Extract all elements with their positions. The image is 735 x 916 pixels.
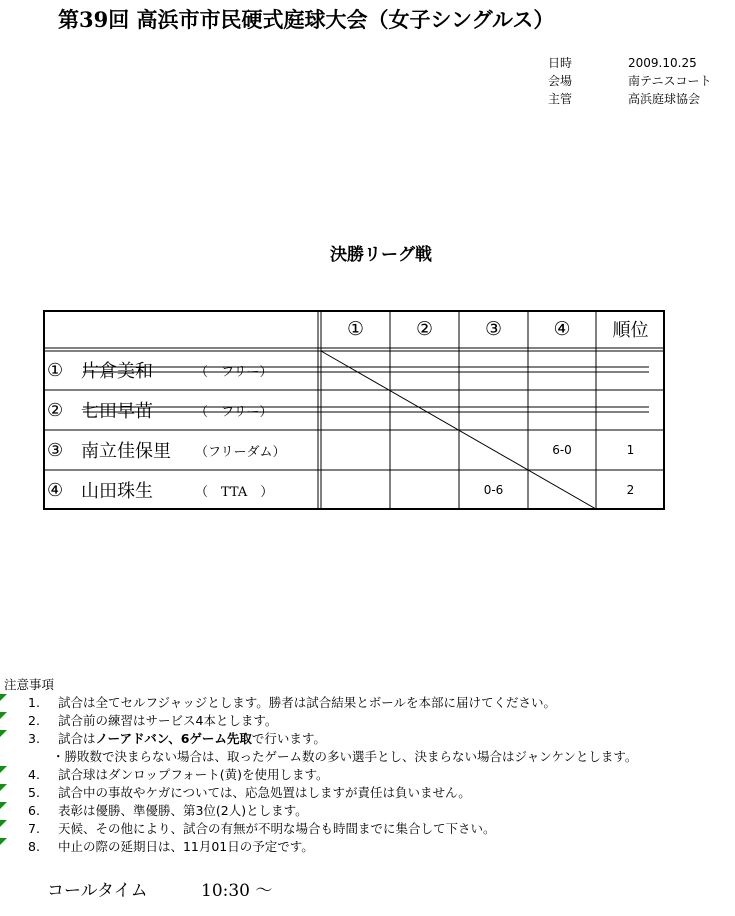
comment-marker-icon xyxy=(0,766,7,773)
info-date xyxy=(548,54,712,72)
note-item xyxy=(4,766,637,784)
note-number: 2. xyxy=(28,713,40,728)
info-label: 会場 xyxy=(548,74,573,88)
column-header: ④ xyxy=(553,318,571,340)
info-organizer xyxy=(548,90,712,108)
info-value: 高浜庭球協会 xyxy=(628,92,701,106)
note-text: 天候、その他により、試合の有無が不明な場合も時間までに集合して下さい。 xyxy=(57,821,496,836)
note-item xyxy=(4,838,637,856)
player-row-1 xyxy=(47,351,272,389)
match-score: 6-0 xyxy=(552,443,572,457)
rank-header: 順位 xyxy=(612,320,649,341)
note-number: 7. xyxy=(28,821,40,836)
comment-marker-icon xyxy=(0,838,7,845)
player-name: 南立佳保里 xyxy=(81,441,171,462)
call-time-value: 10:30 〜 xyxy=(201,881,273,901)
player-club: （ フリー） xyxy=(195,404,273,420)
player-club: （ TTA ） xyxy=(195,484,274,500)
note-number: 3. xyxy=(28,731,40,746)
player-row-2 xyxy=(47,391,272,429)
player-name: 片倉美和 xyxy=(81,361,153,382)
note-text: 中止の際の延期日は、11月01日の予定です。 xyxy=(57,839,314,854)
note-text-part: 試合は xyxy=(57,731,96,746)
call-time-label: コールタイム xyxy=(47,881,148,901)
note-item xyxy=(4,802,637,820)
comment-marker-icon xyxy=(0,802,7,809)
column-header: ① xyxy=(346,318,365,340)
note-item xyxy=(4,730,637,748)
note-number: 6. xyxy=(28,803,40,818)
notes-section xyxy=(4,676,637,856)
note-item xyxy=(4,694,637,712)
comment-marker-icon xyxy=(0,784,7,791)
rank-value: 2 xyxy=(626,483,635,497)
page-title: 第39回 高浜市市民硬式庭球大会（女子シングルス） xyxy=(58,7,555,32)
comment-marker-icon xyxy=(0,820,7,827)
comment-marker-icon xyxy=(0,694,7,701)
info-value: 南テニスコート xyxy=(628,74,712,88)
comment-marker-icon xyxy=(0,730,7,737)
info-value: 2009.10.25 xyxy=(628,56,697,70)
note-text: 試合球はダンロップフォート(黄)を使用します。 xyxy=(57,767,329,782)
note-text: 表彰は優勝、準優勝、第3位(2人)とします。 xyxy=(57,803,308,818)
note-text: 試合中の事故やケガについては、応急処置はしますが責任は負いません。 xyxy=(57,785,471,800)
player-name: 七田早苗 xyxy=(81,401,153,422)
player-row-4 xyxy=(47,471,273,509)
notes-heading: 注意事項 xyxy=(4,677,55,692)
player-club: （ フリー） xyxy=(195,364,273,380)
note-text xyxy=(58,730,326,748)
player-number: ④ xyxy=(47,479,64,501)
player-row-3 xyxy=(47,431,285,469)
note-number: 1. xyxy=(28,695,40,710)
column-header: ③ xyxy=(484,318,503,340)
call-time xyxy=(47,876,272,901)
note-text-part: で行います。 xyxy=(251,731,326,746)
player-number: ① xyxy=(47,359,64,381)
note-number: 4. xyxy=(28,767,40,782)
player-name: 山田珠生 xyxy=(81,481,153,502)
note-item xyxy=(4,784,637,802)
match-score: 0-6 xyxy=(483,483,504,497)
event-info xyxy=(548,54,712,108)
info-venue xyxy=(548,72,712,90)
note-item xyxy=(4,820,637,838)
note-text: 試合前の練習はサービス4本とします。 xyxy=(57,713,278,728)
player-number: ② xyxy=(47,399,64,421)
note-number: 5. xyxy=(28,785,40,800)
note-sub-item: ・勝敗数で決まらない場合は、取ったゲーム数の多い選手とし、決まらない場合はジャンケンとします。 xyxy=(52,749,638,764)
column-header: ② xyxy=(415,318,434,340)
player-number: ③ xyxy=(47,439,64,461)
info-label: 主管 xyxy=(548,92,573,106)
section-title: 決勝リーグ戦 xyxy=(330,245,432,265)
note-text-bold: ノーアドバン、6ゲーム先取 xyxy=(95,731,252,746)
comment-marker-icon xyxy=(0,712,7,719)
note-number: 8. xyxy=(28,839,40,854)
note-text: 試合は全てセルフジャッジとします。勝者は試合結果とボールを本部に届けてください。 xyxy=(57,695,556,710)
rank-value: 1 xyxy=(626,443,635,457)
player-club: （フリーダム） xyxy=(195,444,286,460)
league-table xyxy=(43,310,665,510)
note-item xyxy=(4,712,637,730)
info-label: 日時 xyxy=(548,56,573,70)
